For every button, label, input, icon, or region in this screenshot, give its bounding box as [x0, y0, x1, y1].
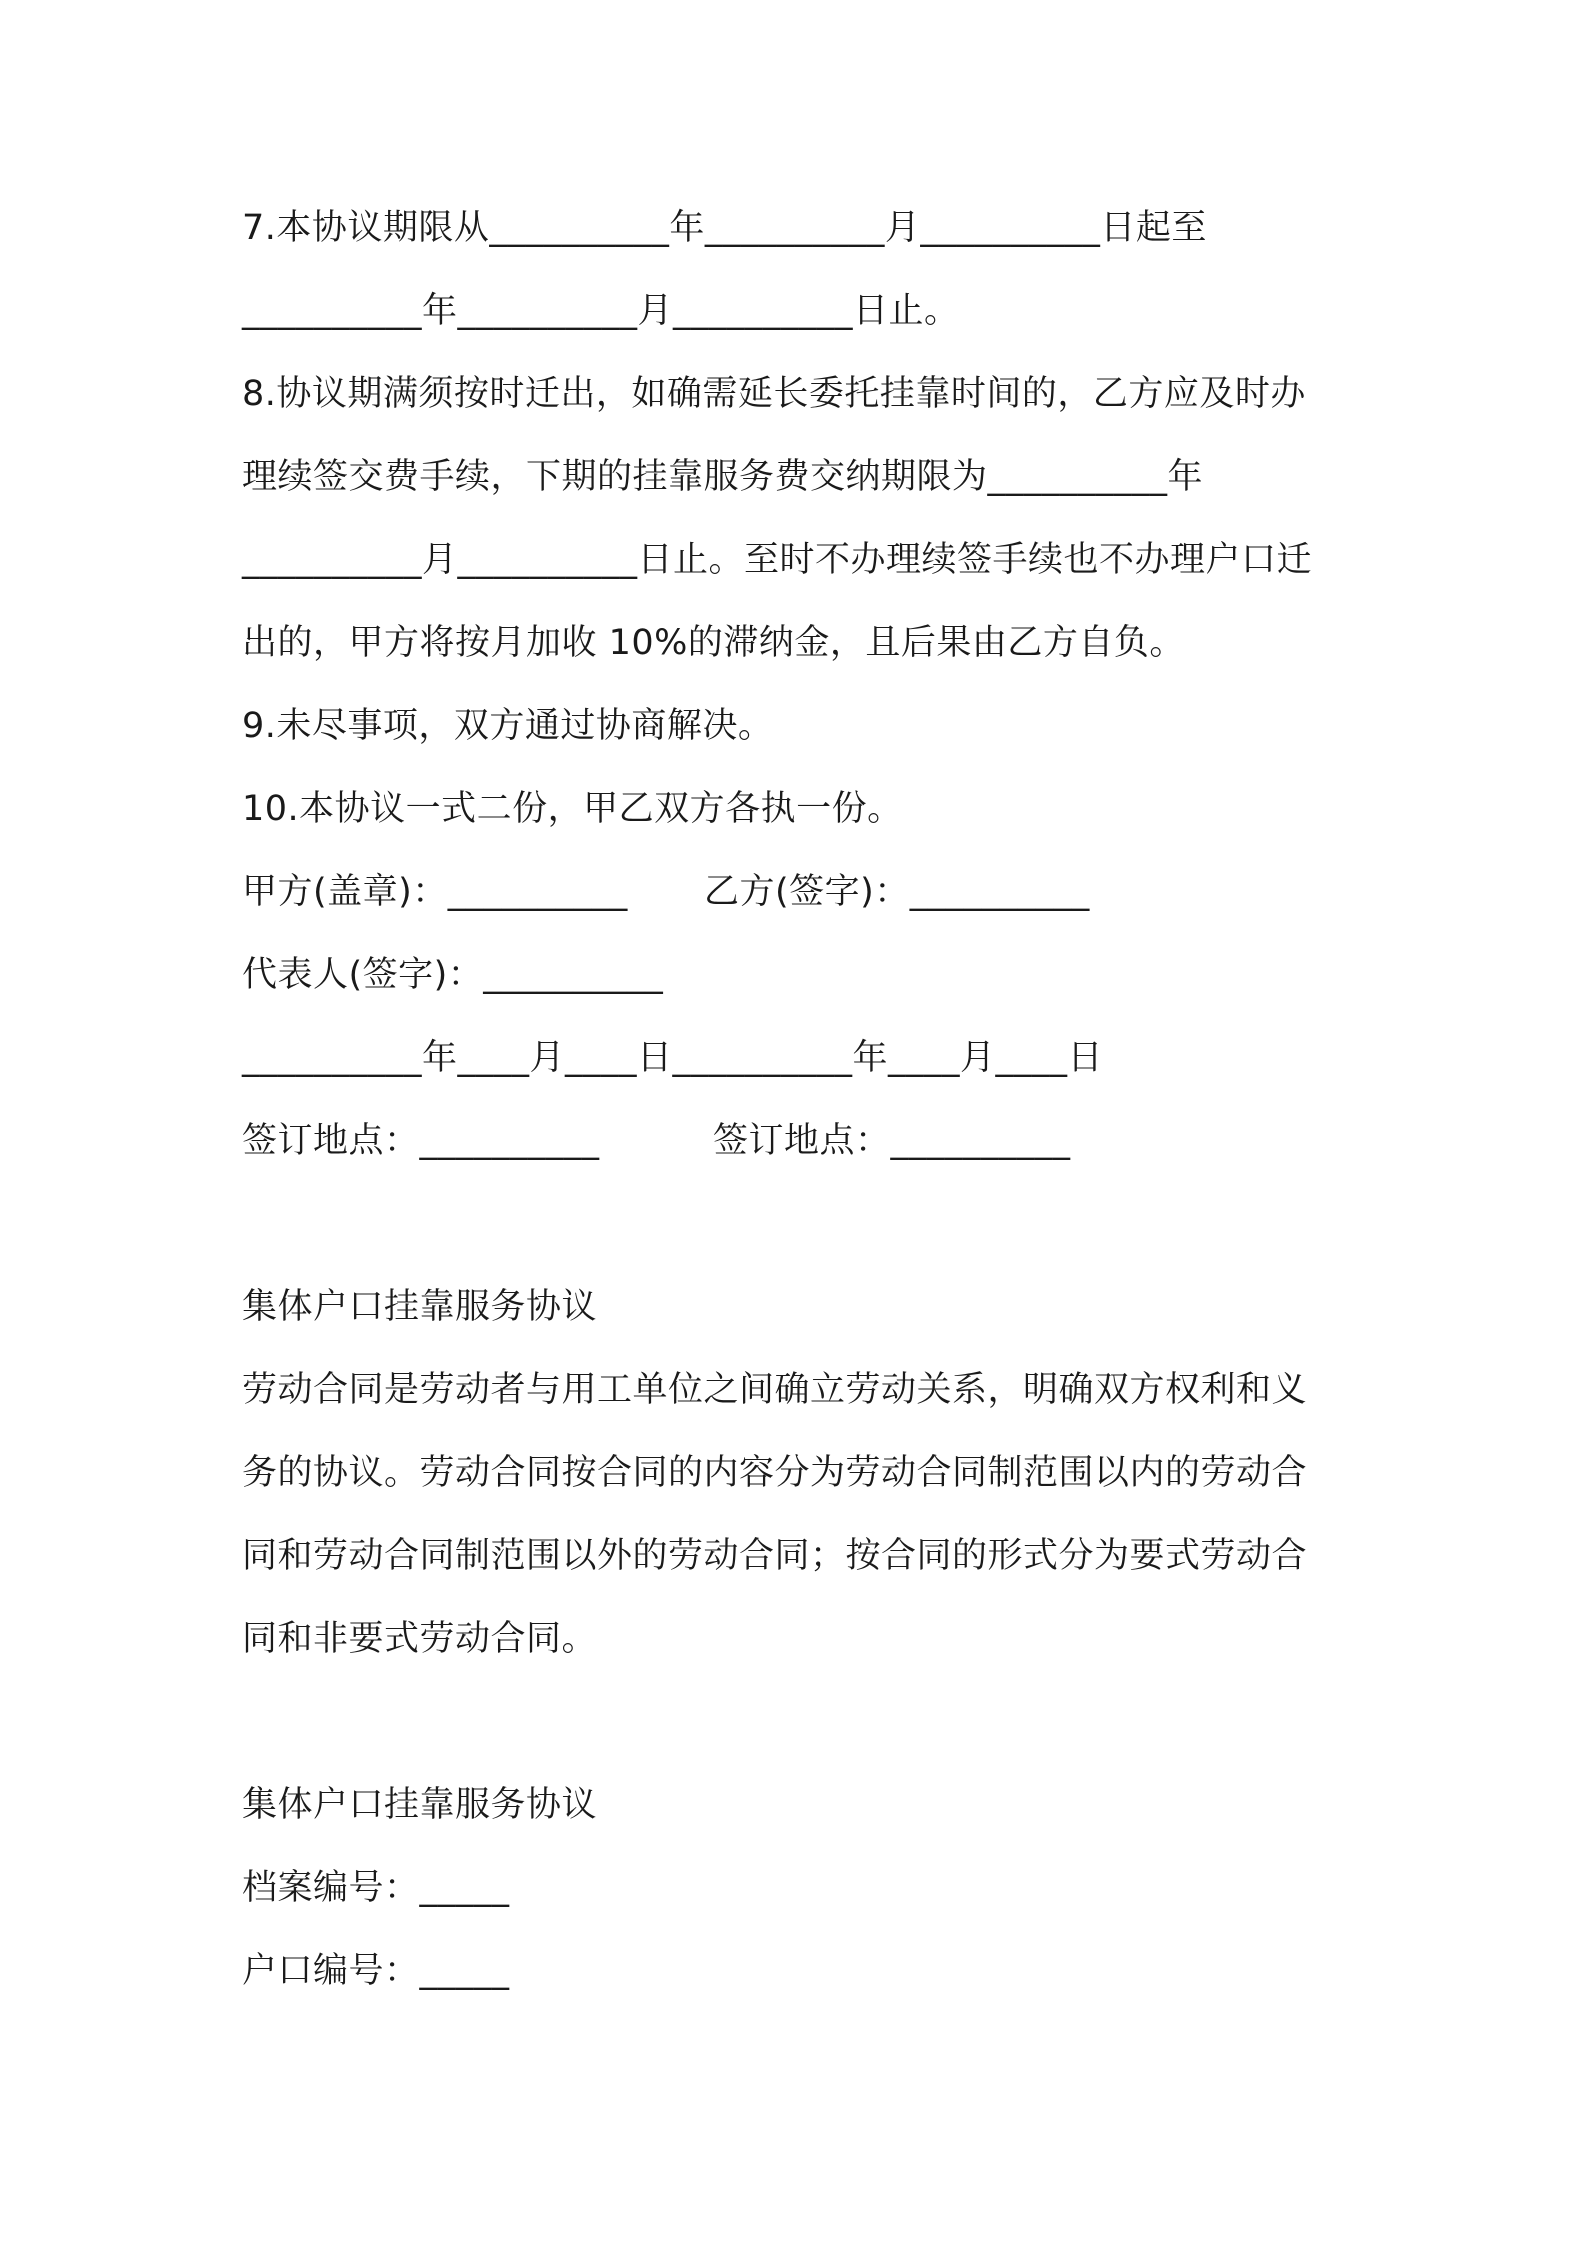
signing-dates-line: __________年____月____日__________年____月____日: [242, 1038, 1104, 1078]
section-2-paragraph-line-1: 劳动合同是劳动者与用工单位之间确立劳动关系，明确双方权利和义: [242, 1370, 1308, 1410]
section-2-paragraph-line-2: 务的协议。劳动合同按合同的内容分为劳动合同制范围以内的劳动合: [242, 1453, 1308, 1493]
clause-10: 10.本协议一式二份，甲乙双方各执一份。: [242, 789, 903, 829]
section-2-title: 集体户口挂靠服务协议: [242, 1287, 598, 1327]
signing-place-b: 签订地点：__________: [713, 1121, 1071, 1161]
clause-8-line-2: 理续签交费手续，下期的挂靠服务费交纳期限为__________年: [242, 457, 1204, 497]
section-3-title: 集体户口挂靠服务协议: [242, 1785, 598, 1825]
section-2-paragraph-line-3: 同和劳动合同制范围以外的劳动合同；按合同的形式分为要式劳动合: [242, 1536, 1308, 1576]
party-a-seal-line: 甲方(盖章)：__________: [242, 872, 628, 912]
party-b-signature-line: 乙方(签字)：__________: [704, 872, 1090, 912]
clause-9: 9.未尽事项，双方通过协商解决。: [242, 706, 774, 746]
representative-signature-line: 代表人(签字)：__________: [242, 955, 664, 995]
clause-8-line-4: 出的，甲方将按月加收 10%的滞纳金，且后果由乙方自负。: [242, 623, 1185, 663]
clause-7-line-2: __________年__________月__________日止。: [242, 291, 960, 331]
clause-8-line-3: __________月__________日止。至时不办理续签手续也不办理户口迁: [242, 540, 1313, 580]
hukou-number-line: 户口编号：_____: [242, 1951, 510, 1991]
signing-place-a: 签订地点：__________: [242, 1121, 600, 1161]
clause-8-line-1: 8.协议期满须按时迁出，如确需延长委托挂靠时间的，乙方应及时办: [242, 374, 1306, 414]
section-2-paragraph-line-4: 同和非要式劳动合同。: [242, 1619, 598, 1659]
file-number-line: 档案编号：_____: [242, 1868, 510, 1908]
clause-7-line-1: 7.本协议期限从__________年__________月__________日起至: [242, 208, 1207, 248]
